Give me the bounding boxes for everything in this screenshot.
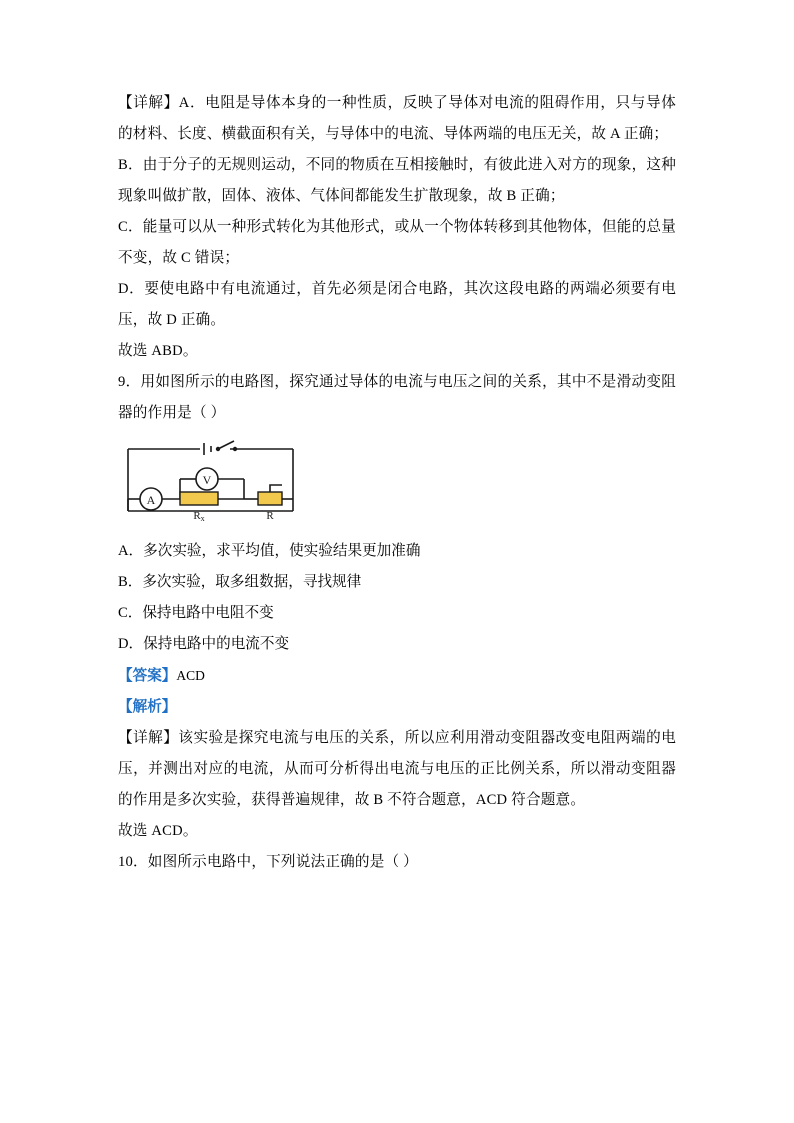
circuit-diagram-9 — [118, 433, 676, 530]
explanation-9: 【详解】该实验是探究电流与电压的关系，所以应利用滑动变阻器改变电阻两端的电压，并测出对应的电流，从而可分析得出电流与电压的正比例关系，所以滑动变阻器的作用是多次实验，获得普遍规律，故 B 不符合题意，ACD 符合题意。 — [118, 730, 676, 808]
question-9: 9．用如图所示的电路图，探究通过导体的电流与电压之间的关系，其中不是滑动变阻器的作用是（ ） — [118, 374, 676, 421]
option-9-d: D．保持电路中的电流不变 — [118, 636, 290, 652]
resistor-r-label: R — [266, 510, 274, 522]
answer-choice-8: 故选 ABD。 — [118, 343, 198, 359]
option-9-c: C．保持电路中电阻不变 — [118, 605, 274, 621]
option-9-a: A．多次实验，求平均值，使实验结果更加准确 — [118, 543, 421, 559]
answer-9-value: ACD — [176, 668, 205, 683]
question-10: 10．如图所示电路中，下列说法正确的是（ ） — [118, 854, 418, 870]
explanation-8-a: 【详解】A．电阻是导体本身的一种性质，反映了导体对电流的阻碍作用，只与导体的材料、长度、横截面积有关，与导体中的电流、导体两端的电压无关，故 A 正确； — [118, 95, 676, 142]
explanation-8-c: C．能量可以从一种形式转化为其他形式，或从一个物体转移到其他物体，但能的总量不变，故 C 错误； — [118, 219, 676, 266]
ammeter-label: A — [146, 493, 156, 507]
answer-9-label: 【答案】 — [118, 668, 177, 684]
answer-9 — [118, 660, 676, 692]
analysis-9-header — [118, 692, 676, 723]
option-9-b: B．多次实验，取多组数据，寻找规律 — [118, 574, 362, 590]
voltmeter-label: V — [202, 473, 212, 487]
answer-choice-9: 故选 ACD。 — [118, 823, 198, 839]
explanation-8-b: B．由于分子的无规则运动，不同的物质在互相接触时，有彼此进入对方的现象，这种现象叫做扩散，固体、液体、气体间都能发生扩散现象，故 B 正确； — [118, 157, 676, 204]
explanation-8-d: D．要使电路中有电流通过，首先必须是闭合电路，其次这段电路的两端必须要有电压，故 D 正确。 — [118, 281, 676, 328]
resistor-rx-label: Rx — [193, 510, 205, 523]
analysis-9-label: 【解析】 — [118, 699, 177, 715]
